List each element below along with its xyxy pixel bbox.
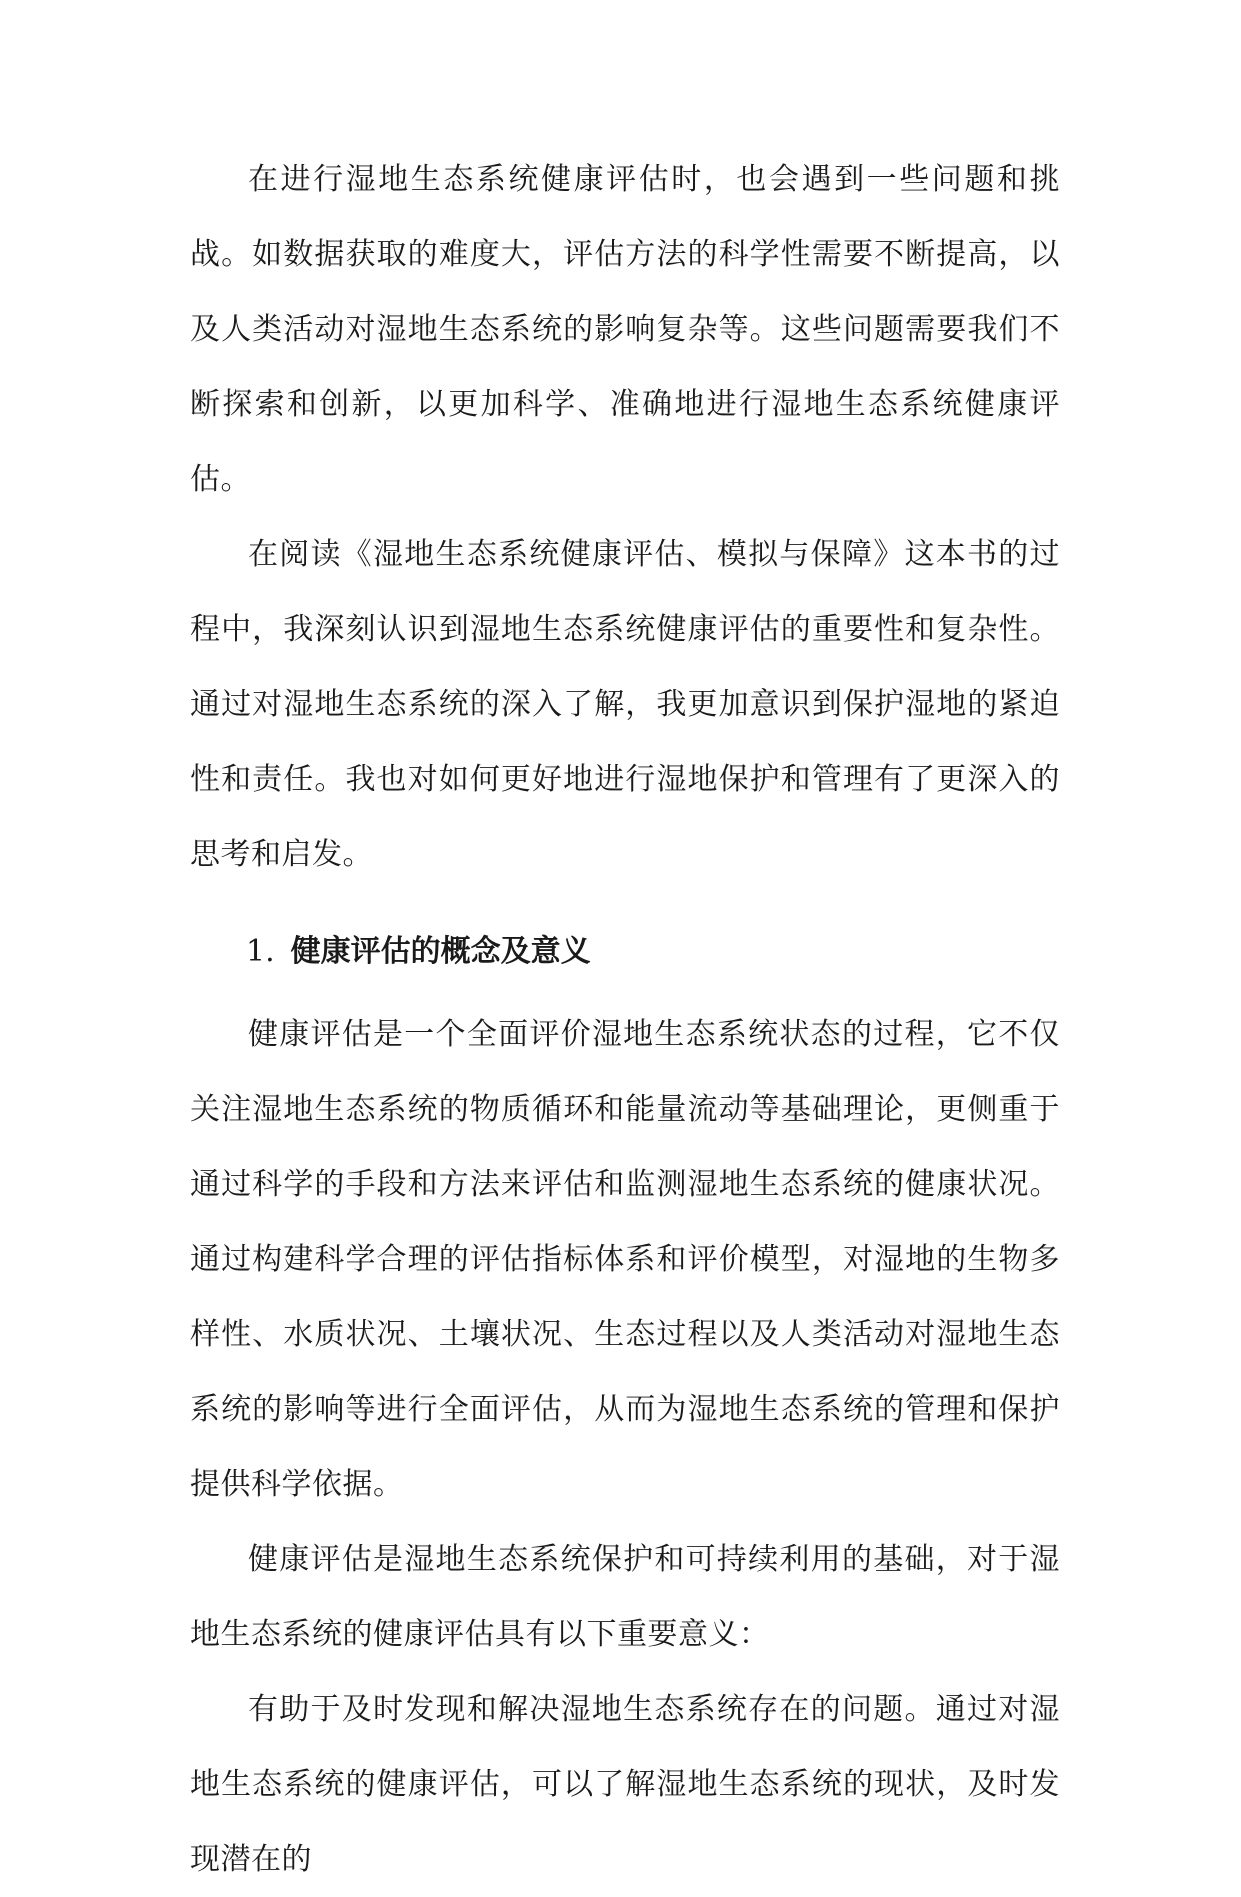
body-paragraph: 在阅读《湿地生态系统健康评估、模拟与保障》这本书的过程中，我深刻认识到湿地生态系统健康评估的重要性和复杂性。通过对湿地生态系统的深入了解，我更加意识到保护湿地的紧迫性和责任。我也对如何更好地进行湿地保护和管理有了更深入的思考和启发。 [190, 537, 1060, 872]
body-paragraph: 健康评估是湿地生态系统保护和可持续利用的基础，对于湿地生态系统的健康评估具有以下重要意义： [190, 1542, 1060, 1652]
body-paragraph: 在进行湿地生态系统健康评估时，也会遇到一些问题和挑战。如数据获取的难度大，评估方法的科学性需要不断提高，以及人类活动对湿地生态系统的影响复杂等。这些问题需要我们不断探索和创新，以更加科学、准确地进行湿地生态系统健康评估。 [190, 162, 1060, 497]
section-heading [190, 914, 1060, 989]
section-title: 健康评估的概念及意义 [290, 934, 591, 969]
body-paragraph: 有助于及时发现和解决湿地生态系统存在的问题。通过对湿地生态系统的健康评估，可以了解湿地生态系统的现状，及时发现潜在的 [190, 1692, 1060, 1877]
body-paragraph: 健康评估是一个全面评价湿地生态系统状态的过程，它不仅关注湿地生态系统的物质循环和能量流动等基础理论，更侧重于通过科学的手段和方法来评估和监测湿地生态系统的健康状况。通过构建科学合理的评估指标体系和评价模型，对湿地的生物多样性、水质状况、土壤状况、生态过程以及人类活动对湿地生态系统的影响等进行全面评估，从而为湿地生态系统的管理和保护提供科学依据。 [190, 1017, 1060, 1502]
section-number: 1. [246, 934, 275, 969]
document-page [190, 142, 1060, 1897]
